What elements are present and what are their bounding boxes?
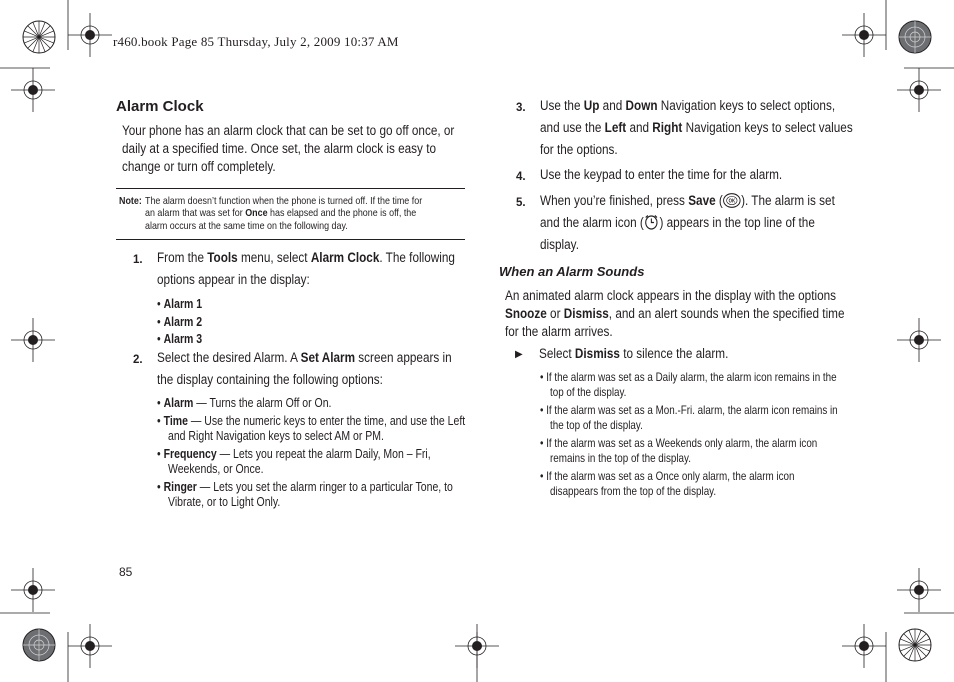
color-target-icon <box>20 18 58 56</box>
alarm-clock-icon <box>644 214 660 230</box>
registration-mark-icon <box>68 13 112 57</box>
registration-mark-icon <box>897 318 941 362</box>
registration-mark-icon <box>842 624 886 668</box>
step-4: 4. Use the keypad to enter the time for the alarm. <box>516 167 783 183</box>
note-top-rule <box>116 188 465 189</box>
page-number: 85 <box>119 565 133 579</box>
action-step: ▶ Select Dismiss to silence the alarm. <box>515 345 815 365</box>
subheading: When an Alarm Sounds <box>499 264 645 279</box>
step-3: 3. Use the Up and Down Navigation keys to select options, and use the Left and Right Navigation keys to select values for the options. <box>516 98 853 157</box>
registration-mark-icon <box>11 68 55 112</box>
section-heading: Alarm Clock <box>116 98 204 115</box>
registration-mark-icon <box>897 568 941 612</box>
registration-mark-icon <box>11 318 55 362</box>
list-item: • If the alarm was set as a Once only alarm, the alarm icon <box>540 469 795 483</box>
color-target-icon <box>896 626 934 664</box>
alarm-sounds-paragraph: An animated alarm clock appears in the display with the options Snooze or Dismiss, and an alert sounds when the specified time for the alarm arrives. <box>505 288 845 339</box>
list-item: • If the alarm was set as a Weekends only alarm, the alarm icon <box>540 436 818 450</box>
step-5: 5. When you’re finished, press Save ( OK ). The alarm is set and the alarm icon ( ) appears in the top line of the display. <box>516 193 835 252</box>
list-item: • If the alarm was set as a Daily alarm, the alarm icon remains in the <box>540 370 837 384</box>
note-label: Note: <box>119 195 142 207</box>
list-item: • If the alarm was set as a Mon.-Fri. alarm, the alarm icon remains in <box>540 403 838 417</box>
list-item: • Ringer — Lets you set the alarm ringer to a particular Tone, to <box>157 480 453 494</box>
print-slug: r460.book Page 85 Thursday, July 2, 2009 10:37 AM <box>113 34 399 49</box>
registration-mark-icon <box>842 13 886 57</box>
list-item: • Alarm — Turns the alarm Off or On. <box>157 396 332 410</box>
list-item: Alarm 3 <box>163 332 203 346</box>
note-box: Note: The alarm doesn’t function when the phone is turned off. If the time for an alarm that was set for Once has elapsed and the phone is off, the alarm occurs at the same time on the following day. <box>119 195 423 232</box>
color-target-icon <box>20 626 58 664</box>
list-item: • Frequency — Lets you repeat the alarm Daily, Mon – Fri, <box>157 447 431 461</box>
option-list: • Alarm — Turns the alarm Off or On. • Time — Use the numeric keys to enter the time, and use the Left and Right Navigation keys to select AM or PM. • Frequency — Lets you repeat the alarm Daily, Mon – Fri, Weekends, or Once. • Ringer — Lets you set the alarm ringer to a particular Tone, to Vibrate, or to Light Only. <box>157 396 469 514</box>
triangle-bullet-icon: ▶ <box>515 349 523 360</box>
ok-key-icon <box>723 193 741 208</box>
registration-mark-icon <box>455 624 499 668</box>
list-item: Alarm 1 <box>163 297 203 311</box>
outcome-list: • If the alarm was set as a Daily alarm, the alarm icon remains in the top of the display. • If the alarm was set as a Mon.-Fri. alarm, the alarm icon remains in the top of the display. • If the alarm was set as a Weekends only alarm, the alarm icon remains in the top of the display. • If the alarm was set as a Once only alarm, the alarm icon disappears from the top of the display. <box>540 370 852 502</box>
color-target-icon <box>896 18 934 56</box>
registration-mark-icon <box>897 68 941 112</box>
svg-text:OK: OK <box>728 198 736 204</box>
intro-paragraph: Your phone has an alarm clock that can be set to go off once, or daily at a specified time. Once set, the alarm clock is easy to change or turn off completely. <box>122 123 455 174</box>
alarm-list: • Alarm 1 • Alarm 2 • Alarm 3 <box>157 297 203 346</box>
note-bottom-rule <box>116 239 465 240</box>
step-2: 2. Select the desired Alarm. A Set Alarm screen appears in the display containing the following options: <box>133 350 452 387</box>
list-item: Alarm 2 <box>163 314 203 329</box>
registration-mark-icon <box>68 624 112 668</box>
step-1: 1. From the Tools menu, select Alarm Clock. The following options appear in the display: <box>133 250 455 287</box>
list-item: • Time — Use the numeric keys to enter the time, and use the Left <box>157 414 466 428</box>
registration-mark-icon <box>11 568 55 612</box>
